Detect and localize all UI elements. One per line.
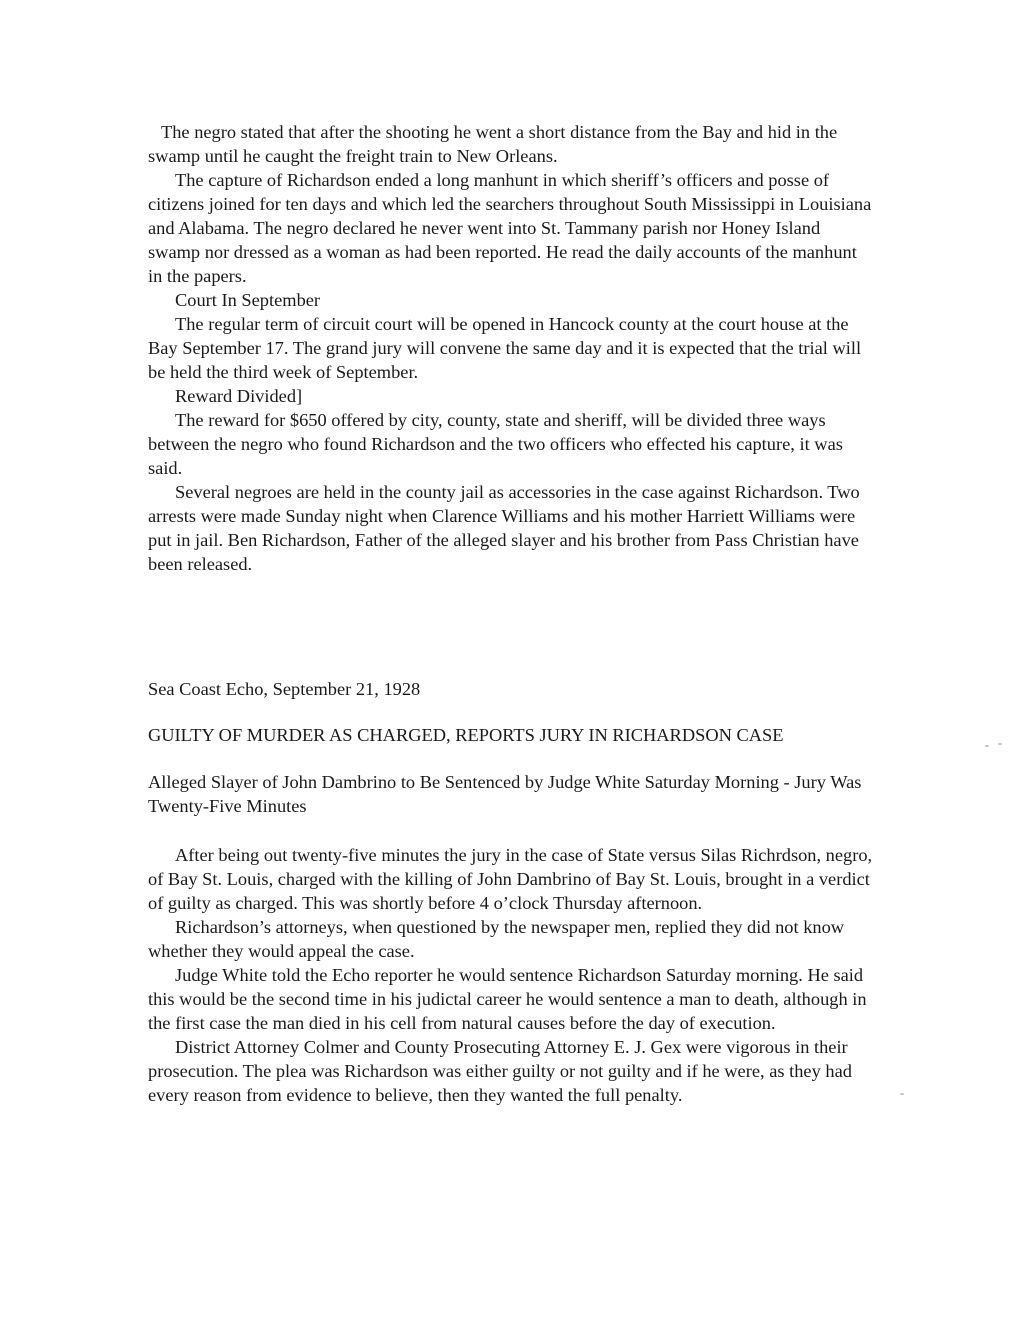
- paragraph: Richardson’s attorneys, when questioned by the newspaper men, replied they did not know whether they would appeal the case.: [148, 917, 845, 961]
- scan-speck: [900, 1093, 904, 1095]
- paragraph: The negro stated that after the shooting he went a short distance from the Bay and hid in the swamp until he caught the freight train to New Orleans.: [148, 122, 838, 166]
- paragraph: The reward for $650 offered by city, county, state and sheriff, will be divided three ways between the negro who found Richardson and the two officers who effected his capture, it was said.: [148, 410, 843, 478]
- article-headline: GUILTY OF MURDER AS CHARGED, REPORTS JURY IN RICHARDSON CASE: [148, 725, 784, 745]
- paragraph: District Attorney Colmer and County Prosecuting Attorney E. J. Gex were vigorous in their prosecution. The plea was Richardson was either guilty or not guilty and if he were, as they had every reason from evidence to believe, then they wanted the full penalty.: [148, 1037, 852, 1105]
- scan-speck: [998, 743, 1002, 745]
- subheading: Court In September: [175, 290, 321, 310]
- article-source: Sea Coast Echo, September 21, 1928: [148, 679, 421, 699]
- paragraph: The regular term of circuit court will be opened in Hancock county at the court house at the Bay September 17. The grand jury will convene the same day and it is expected that the trial will be held the third week of September.: [148, 314, 862, 382]
- article: [148, 677, 874, 1107]
- scan-speck: [985, 745, 989, 747]
- subheading: Reward Divided]: [175, 386, 303, 406]
- article-deck: Alleged Slayer of John Dambrino to Be Sentenced by Judge White Saturday Morning - Jury Was Twenty-Five Minutes: [148, 772, 862, 816]
- paragraph: Judge White told the Echo reporter he would sentence Richardson Saturday morning. He said this would be the second time in his judictal career he would sentence a man to death, although in the first case the man died in his cell from natural causes before the day of execution.: [148, 965, 867, 1033]
- paragraph: The capture of Richardson ended a long manhunt in which sheriff’s officers and posse of citizens joined for ten days and which led the searchers throughout South Mississippi in Louisiana and Alabama. The negro declared he never went into St. Tammany parish nor Honey Island swamp nor dressed as a woman as had been reported. He read the daily accounts of the manhunt in the papers.: [148, 170, 872, 286]
- paragraph: Several negroes are held in the county jail as accessories in the case against Richardson. Two arrests were made Sunday night when Clarence Williams and his mother Harriett Williams were put in jail. Ben Richardson, Father of the alleged slayer and his brother from Pass Christian have been released.: [148, 482, 860, 574]
- article-continuation: [148, 120, 874, 576]
- paragraph: After being out twenty-five minutes the jury in the case of State versus Silas Richrdson, negro, of Bay St. Louis, charged with the killing of John Dambrino of Bay St. Louis, brought in a verdict of guilty as charged. This was shortly before 4 o’clock Thursday afternoon.: [148, 845, 873, 913]
